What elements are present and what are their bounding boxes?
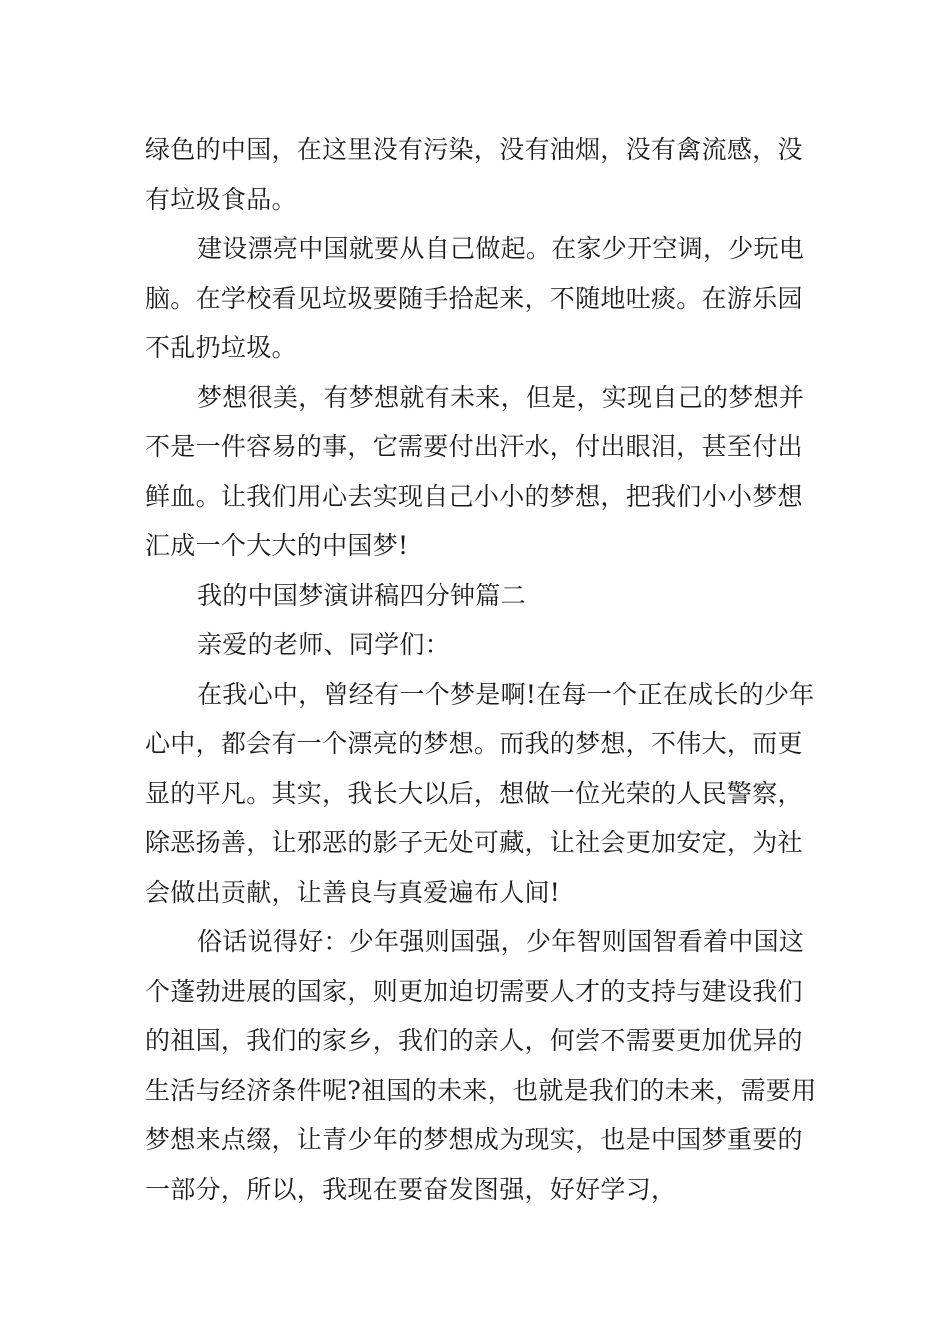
section-heading: 我的中国梦演讲稿四分钟篇二 [197, 580, 526, 610]
paragraph-4: 在我心中，曾经有一个梦是啊!在每一个正在成长的少年心中，都会有一个漂亮的梦想。而我的梦想，不伟大，而更显的平凡。其实，我长大以后，想做一位光荣的人民警察，除恶扬善，让邪恶的影子无处可藏，让社会更加安定，为社会做出贡献，让善良与真爱遍布人间! [145, 679, 815, 907]
paragraph-2: 建设漂亮中国就要从自己做起。在家少开空调，少玩电脑。在学校看见垃圾要随手拾起来，不随地吐痰。在游乐园不乱扔垃圾。 [145, 234, 805, 362]
paragraph-1: 绿色的中国，在这里没有污染，没有油烟，没有禽流感，没有垃圾食品。 [145, 135, 803, 214]
paragraph-3: 梦想很美，有梦想就有未来，但是，实现自己的梦想并不是一件容易的事，它需要付出汗水，付出眼泪，甚至付出鲜血。让我们用心去实现自己小小的梦想，把我们小小梦想汇成一个大大的中国梦! [145, 382, 805, 560]
document-body [145, 125, 825, 1214]
salutation: 亲爱的老师、同学们： [197, 630, 451, 659]
paragraph-5: 俗话说得好：少年强则国强，少年智则国智看着中国这个蓬勃进展的国家，则更加迫切需要人才的支持与建设我们的祖国，我们的家乡，我们的亲人，何尝不需要更加优异的生活与经济条件呢?祖国的未来，也就是我们的未来，需要用梦想来点缀，让青少年的梦想成为现实，也是中国梦重要的一部分，所以，我现在要奋发图强，好好学习， [145, 927, 817, 1204]
